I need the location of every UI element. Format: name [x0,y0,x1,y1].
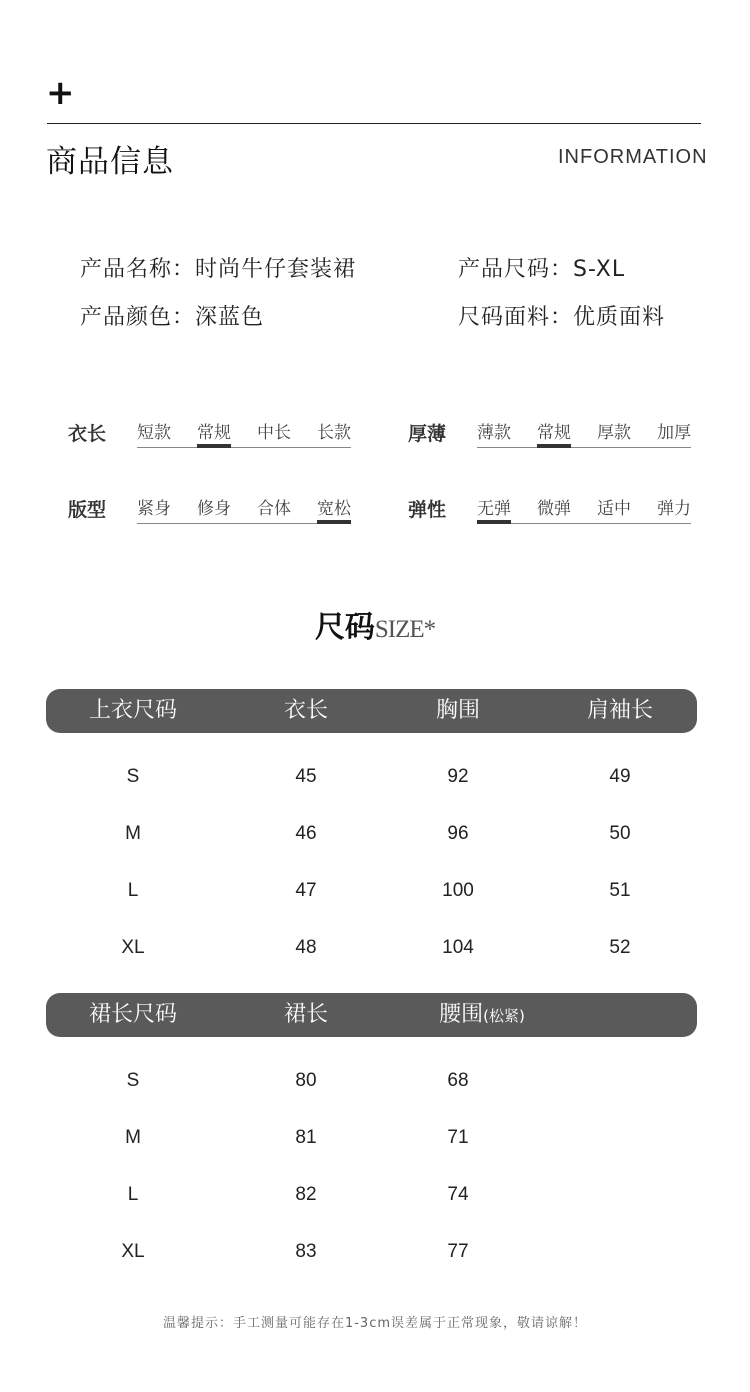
attr-option: 弹力 [657,499,691,519]
attr-label-length: 衣长 [68,423,107,445]
table-cell: 68 [447,1070,469,1091]
size-heading-cn: 尺码 [314,610,375,645]
table-cell: S [126,1070,140,1091]
skirt-col-waist-note: (松紧) [483,1007,525,1025]
table-cell: L [127,1184,139,1205]
attr-label-fit: 版型 [68,499,107,521]
attr-label-thickness: 厚薄 [408,423,447,445]
skirt-table-header [46,993,697,1037]
top-col-shoulder-sleeve: 肩袖长 [586,698,654,723]
attr-option: 薄款 [477,423,511,443]
attr-option: 紧身 [137,499,171,519]
product-sizes: 产品尺码：S-XL [458,257,626,282]
table-cell: S [126,766,140,787]
table-cell: 45 [295,766,317,787]
attr-options-length [137,418,351,448]
attr-option: 常规 [197,418,231,443]
attr-option: 长款 [317,423,351,443]
attr-option: 加厚 [657,423,691,443]
product-name: 产品名称：时尚牛仔套装裙 [80,257,357,282]
attr-options-thickness [477,418,691,448]
table-cell: 104 [442,937,474,958]
attr-option: 无弹 [477,494,511,519]
attr-options-fit [137,494,351,524]
top-table-header [46,689,697,733]
table-cell: XL [121,937,145,958]
attr-option: 修身 [197,499,231,519]
top-col-chest: 胸围 [435,698,481,723]
table-cell: L [127,880,139,901]
product-fabric: 尺码面料：优质面料 [458,305,666,330]
page-title: 商品信息 [46,144,174,180]
attr-label-stretch: 弹性 [408,499,447,521]
attr-option: 厚款 [597,423,631,443]
attr-option: 短款 [137,423,171,443]
size-heading-en: SIZE* [374,616,436,643]
attr-option: 微弹 [537,499,571,519]
table-cell: XL [121,1241,145,1262]
table-cell: 74 [447,1184,469,1205]
footer-note: 温馨提示：手工测量可能存在1-3cm误差属于正常现象，敬请谅解！ [162,1316,588,1331]
table-cell: M [125,1127,141,1148]
attr-option: 合体 [257,499,291,519]
plus-icon: + [46,73,75,113]
header-divider [47,123,701,124]
skirt-col-size: 裙长尺码 [88,1002,178,1027]
table-cell: 81 [295,1127,317,1148]
table-cell: 52 [609,937,631,958]
table-cell: 80 [295,1070,317,1091]
attr-options-stretch [477,494,691,524]
attr-option: 中长 [257,423,291,443]
table-cell: 92 [447,766,469,787]
top-col-length: 衣长 [283,698,329,723]
skirt-col-length: 裙长 [283,1002,329,1027]
attr-option: 适中 [597,499,631,519]
table-cell: 49 [609,766,631,787]
product-color: 产品颜色：深蓝色 [80,305,265,330]
table-cell: 77 [447,1241,469,1262]
attr-option: 常规 [537,418,571,443]
table-cell: 83 [295,1241,317,1262]
table-cell: 46 [295,823,317,844]
table-cell: 82 [295,1184,317,1205]
table-cell: 51 [609,880,631,901]
table-cell: 100 [442,880,474,901]
attr-option: 宽松 [317,494,351,519]
top-col-size: 上衣尺码 [88,698,178,723]
table-cell: M [125,823,141,844]
table-cell: 96 [447,823,469,844]
table-cell: 47 [295,880,317,901]
page-subtitle: INFORMATION [558,146,708,168]
skirt-col-waist [439,993,525,1037]
table-cell: 48 [295,937,317,958]
size-heading [0,602,750,646]
table-cell: 50 [609,823,631,844]
table-cell: 71 [447,1127,469,1148]
skirt-col-waist-label: 腰围 [439,1002,484,1027]
